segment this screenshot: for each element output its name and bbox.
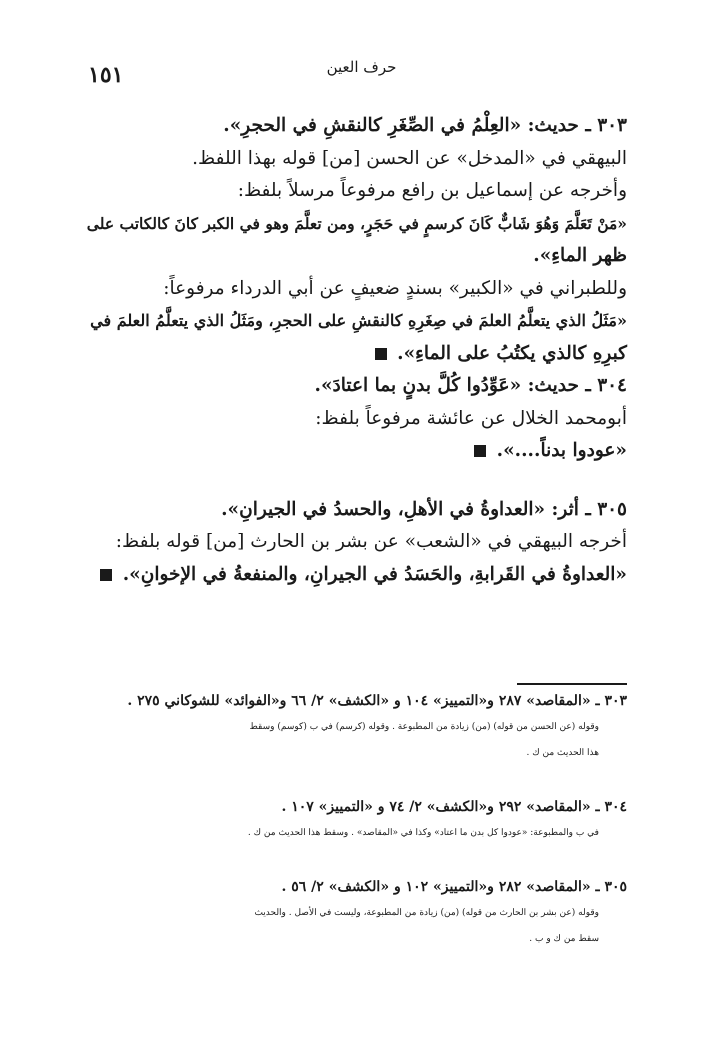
footnote-305 bbox=[87, 874, 627, 952]
entry-304 bbox=[87, 370, 627, 468]
running-head: حرف العين bbox=[326, 58, 397, 76]
entry-304-title: ٣٠٤ ـ حديث: «عَوِّدُوا كُلَّ بدنٍ بما اعتادَ». bbox=[314, 375, 627, 396]
entry-303-title: ٣٠٣ ـ حديث: «العِلْمُ في الصِّغَرِ كالنقشِ في الحجرِ». bbox=[223, 115, 627, 136]
footnote-divider bbox=[517, 683, 627, 685]
footnote-303-head: ٣٠٣ ـ «المقاصد» ٢٨٧ و«التمييز» ١٠٤ و «الكشف» ٢/ ٦٦ و«الفوائد» للشوكاني ٢٧٥ . bbox=[127, 693, 627, 709]
entry-304-quote-row bbox=[87, 435, 627, 468]
entry-305 bbox=[87, 494, 627, 592]
entry-303-line-2: وأخرجه عن إسماعيل بن رافع مرفوعاً مرسلاً بلفظ: bbox=[237, 180, 627, 201]
entry-303-line-3: وللطبراني في «الكبير» بسندٍ ضعيفٍ عن أبي الدرداء مرفوعاً: bbox=[163, 277, 627, 299]
entry-303-quote-2b: كبرِهِ كالذي يكتُبُ على الماءِ». bbox=[397, 342, 627, 364]
footnote-305-body-2: سقط من ك و ب . bbox=[529, 934, 599, 944]
entry-305-quote-row bbox=[87, 559, 627, 592]
end-square-icon bbox=[474, 445, 486, 457]
footnote-304 bbox=[87, 794, 627, 846]
footnote-303-body-1: وقوله (عن الحسن من قوله) (من) زيادة من المطبوعة . وقوله (كرسم) في ب (كوسم) وسقط bbox=[249, 722, 599, 732]
page-number: ١٥١ bbox=[88, 62, 124, 88]
spacer bbox=[87, 846, 627, 874]
footnote-304-head: ٣٠٤ ـ «المقاصد» ٢٩٢ و«الكشف» ٢/ ٧٤ و «التمييز» ١٠٧ . bbox=[281, 799, 627, 815]
entry-303-quote-1a: «مَنْ تَعَلَّمَ وَهُوَ شَابٌّ كَانَ كرسمٍ في حَجَرٍ، ومن تعلَّمَ وهو في الكبر كانَ كالكاتب على bbox=[86, 213, 627, 233]
entry-303-line-1: البيهقي في «المدخل» عن الحسن [من] قوله بهذا اللفظ. bbox=[192, 147, 627, 169]
entry-303-quote-2b-row bbox=[87, 338, 627, 371]
entry-303-quote-1b: ظهر الماءِ». bbox=[533, 245, 627, 266]
end-square-icon bbox=[375, 348, 387, 360]
end-square-icon bbox=[100, 569, 112, 581]
footnote-303-body-2: هذا الحديث من ك . bbox=[526, 748, 599, 758]
entry-305-title: ٣٠٥ ـ أثر: «العداوةُ في الأهلِ، والحسدُ في الجيرانِ». bbox=[221, 498, 627, 520]
spacer bbox=[87, 468, 627, 494]
main-text bbox=[87, 110, 627, 591]
entry-303-quote-2a: «مَثَلُ الذي يتعلَّمُ العلمَ في صِغَرِهِ كالنقشِ على الحجرِ، ومَثَلُ الذي يتعلَّمُ العلمَ في bbox=[90, 311, 627, 330]
entry-304-line-1: أبومحمد الخلال عن عائشة مرفوعاً بلفظ: bbox=[315, 407, 627, 429]
entry-303 bbox=[87, 110, 627, 370]
spacer bbox=[87, 766, 627, 794]
footnote-305-head: ٣٠٥ ـ «المقاصد» ٢٨٢ و«التمييز» ١٠٢ و «الكشف» ٢/ ٥٦ . bbox=[281, 879, 627, 895]
entry-305-line-1: أخرجه البيهقي في «الشعب» عن بشر بن الحارث [من] قوله بلفظ: bbox=[115, 531, 627, 552]
footnote-305-body-1: وقوله (عن بشر بن الحارث من قوله) (من) زيادة من المطبوعة، وليست في الأصل . والحديث bbox=[254, 908, 599, 918]
entry-304-quote: «عودوا بدناً....». bbox=[496, 440, 627, 461]
footnote-303 bbox=[87, 688, 627, 766]
footnote-304-body-1: في ب والمطبوعة: «عودوا كل بدن ما اعتاد» وكذا في «المقاصد» . وسقط هذا الحديث من ك . bbox=[247, 828, 599, 838]
footnotes bbox=[87, 688, 627, 952]
entry-305-quote: «العداوةُ في القَرابةِ، والحَسَدُ في الجيرانِ، والمنفعةُ في الإخوانِ». bbox=[122, 563, 627, 585]
